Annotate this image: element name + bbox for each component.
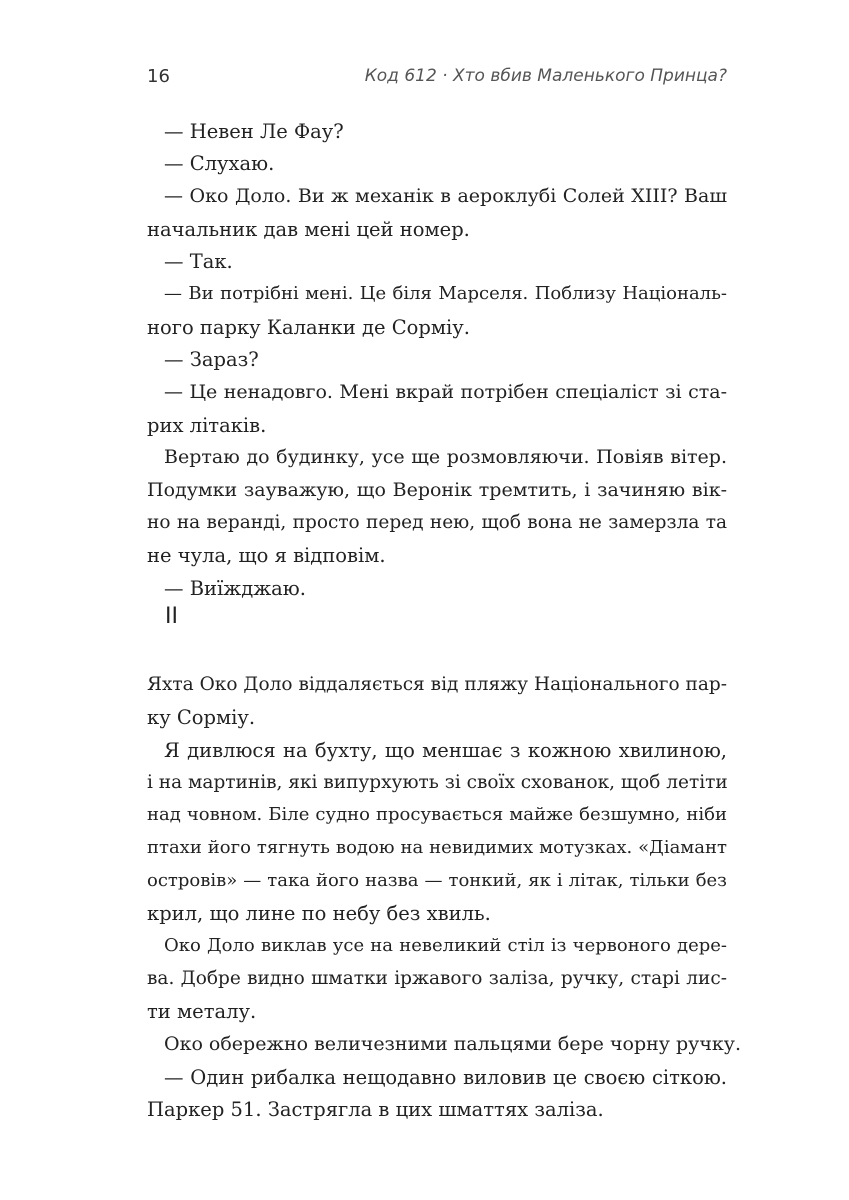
text-line: рих літаків.: [147, 414, 267, 437]
text-line: Подумки зауважую, що Веронік тремтить, і зачиняю вік-: [147, 479, 727, 501]
text-line: не чула, що я відповім.: [147, 544, 386, 567]
text-line: — Так.: [164, 250, 233, 273]
text-line: Яхта Око Доло віддаляється від пляжу Національного пар-: [147, 674, 727, 695]
text-line: — Зараз?: [164, 348, 259, 371]
section-heading: II: [165, 604, 178, 629]
text-line: птахи його тягнуть водою на невидимих мотузках. «Діамант: [147, 837, 727, 858]
text-line: Око Доло виклав усе на невеликий стіл із червоного дере-: [164, 935, 727, 956]
page-number: 16: [147, 66, 170, 87]
text-line: — Невен Ле Фау?: [164, 120, 344, 143]
text-line: островів» — така його назва — тонкий, як і літак, тільки без: [147, 870, 727, 891]
running-title: Код 612 · Хто вбив Маленького Принца?: [364, 66, 727, 86]
text-line: — Око Доло. Ви ж механік в аероклубі Солей XIII? Ваш: [164, 185, 727, 207]
text-line: — Виїжджаю.: [164, 577, 306, 600]
text-line: — Ви потрібні мені. Це біля Марселя. Поблизу Національ-: [164, 283, 727, 304]
text-line: — Слухаю.: [164, 152, 275, 175]
text-line: но на веранді, просто перед нею, щоб вона не замерзла та: [147, 512, 727, 533]
text-line: — Це ненадовго. Мені вкрай потрібен спеціаліст зі ста-: [164, 381, 727, 403]
text-line: над човном. Біле судно просувається майже безшумно, ніби: [147, 804, 727, 825]
text-line: начальник дав мені цей номер.: [147, 218, 470, 241]
text-line: — Один рибалка нещодавно виловив це своєю сіткою.: [164, 1066, 727, 1089]
text-line: Паркер 51. Застрягла в цих шматтях заліза.: [147, 1098, 604, 1121]
text-line: і на мартинів, які випурхують зі своїх схованок, щоб летіти: [147, 772, 728, 793]
text-line: ку Сорміу.: [147, 706, 256, 729]
text-line: Вертаю до будинку, усе ще розмовляючи. Повіяв вітер.: [164, 446, 727, 468]
text-line: ти металу.: [147, 1000, 257, 1023]
text-line: крил, що лине по небу без хвиль.: [147, 902, 491, 925]
text-line: Я дивлюся на бухту, що меншає з кожною хвилиною,: [164, 739, 727, 762]
text-line: ного парку Каланки де Сорміу.: [147, 316, 470, 339]
page-header: [147, 66, 727, 96]
text-line: Око обережно величезними пальцями бере чорну ручку.: [164, 1033, 741, 1055]
text-line: ва. Добре видно шматки іржавого заліза, ручку, старі лис-: [147, 968, 727, 989]
